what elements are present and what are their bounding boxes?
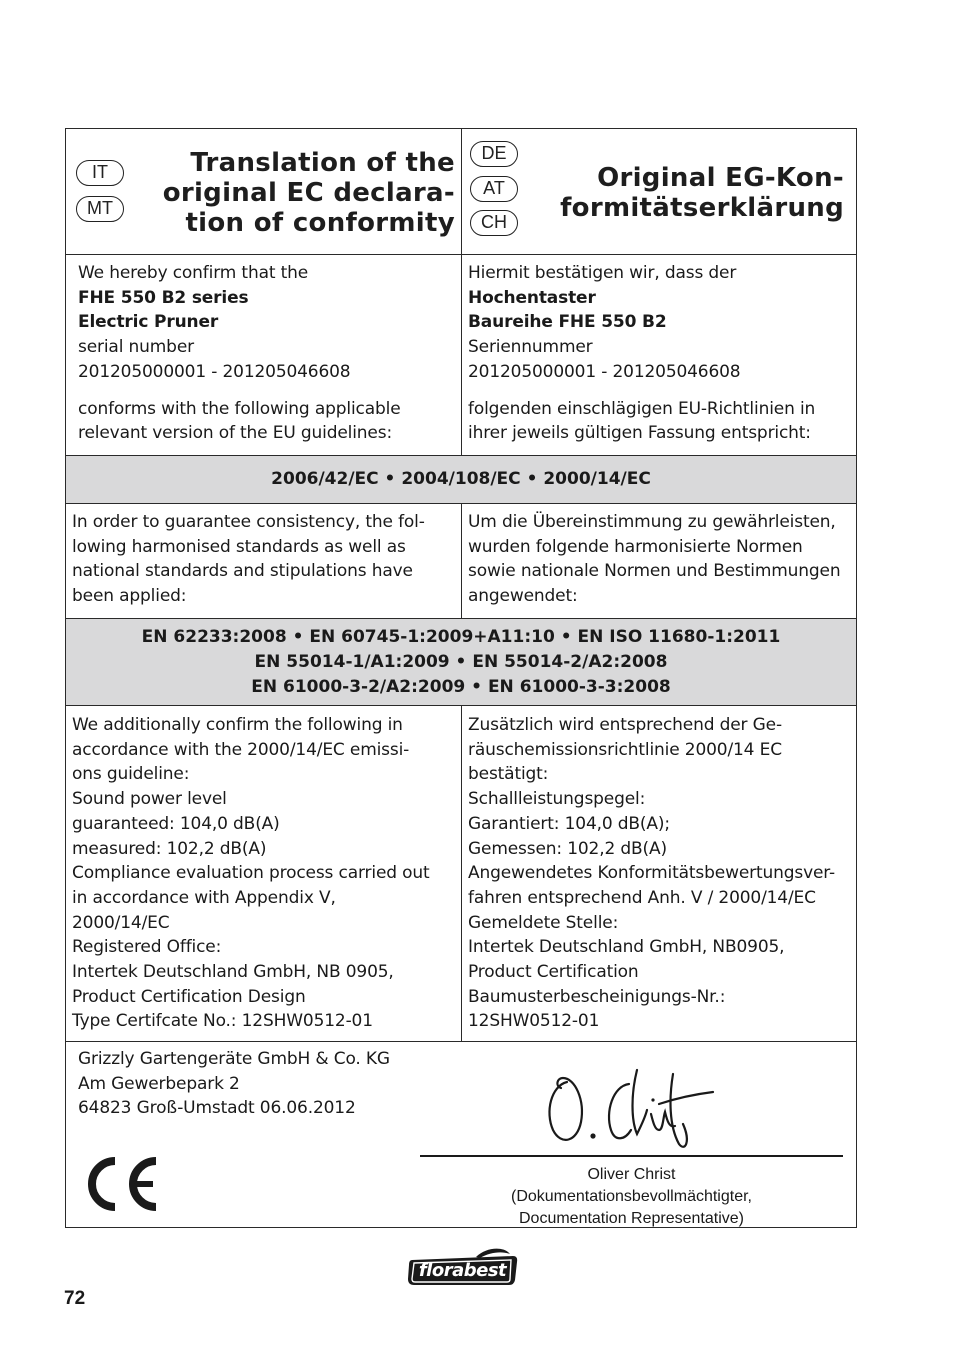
standards-intro-right xyxy=(462,504,856,618)
serial-range: 201205000001 - 201205046608 xyxy=(78,361,351,382)
standards-line: EN 61000-3-2/A2:2009 • EN 61000-3-3:2008 xyxy=(251,677,671,697)
country-badge-it: IT xyxy=(76,160,124,186)
product-name: Electric Pruner xyxy=(78,312,219,333)
signatory-role: (Dokumentationsbevollmächtigter, xyxy=(510,1188,752,1205)
text-line: lowing harmonised standards as well as xyxy=(72,536,406,557)
text-line: Product Certification xyxy=(468,962,639,983)
logo-text: florabest xyxy=(418,1260,507,1281)
text-line: Um die Übereinstimmung zu gewährleisten, xyxy=(468,512,836,532)
country-badge-mt: MT xyxy=(76,196,124,222)
standards-line: EN 62233:2008 • EN 60745-1:2009+A11:10 • EN ISO 11680-1:2011 xyxy=(141,627,781,647)
text-line: Angewendetes Konformitätsbewertungsver- xyxy=(468,863,836,884)
page-number: 72 xyxy=(64,1288,86,1309)
text-line: Schallleistungspegel: xyxy=(468,789,646,810)
text-line: national standards and stipulations have xyxy=(72,561,413,582)
text-line: Product Certification Design xyxy=(72,986,306,1007)
directives-band xyxy=(66,456,856,504)
title-line: formitätserklärung xyxy=(560,193,844,223)
text-line: In order to guarantee consistency, the fol- xyxy=(72,512,425,532)
text-line: been applied: xyxy=(72,586,187,607)
text-line: Hiermit bestätigen wir, dass der xyxy=(468,263,737,283)
text-line: wurden folgende harmonisierte Normen xyxy=(468,536,803,557)
confirmation-left xyxy=(66,255,462,455)
model-name: Baureihe FHE 550 B2 xyxy=(468,312,667,333)
title-original xyxy=(560,163,844,223)
confirmation-right xyxy=(462,255,856,455)
text-line: sowie nationale Normen und Bestimmungen xyxy=(468,561,841,582)
country-badge-ch: CH xyxy=(470,210,518,236)
header-right xyxy=(462,129,856,254)
signature-row xyxy=(66,1042,856,1227)
standards-intro-row xyxy=(66,504,856,619)
text-line: Intertek Deutschland GmbH, NB 0905, xyxy=(72,962,394,983)
text-line: Intertek Deutschland GmbH, NB0905, xyxy=(468,937,785,958)
signatory-block xyxy=(420,1164,843,1230)
measured-level: measured: 102,2 dB(A) xyxy=(72,838,267,859)
signatory-role: Documentation Representative) xyxy=(518,1210,744,1227)
text-line: Gemeldete Stelle: xyxy=(468,912,619,933)
title-line: tion of conformity xyxy=(185,208,455,238)
directives-list: 2006/42/EC • 2004/108/EC • 2000/14/EC xyxy=(271,469,651,489)
text-line: angewendet: xyxy=(468,586,578,607)
signatory-name: Oliver Christ xyxy=(587,1166,676,1183)
text-line: serial number xyxy=(78,337,194,358)
text-line: Sound power level xyxy=(72,789,227,810)
text-line: fahren entsprechend Anh. V / 2000/14/EC xyxy=(468,887,816,908)
certificate-number: 12SHW0512-01 xyxy=(468,1011,600,1032)
text-line: folgenden einschlägigen EU-Richtlinien in xyxy=(468,398,816,419)
model-name: FHE 550 B2 series xyxy=(78,287,249,308)
title-line: original EC declara- xyxy=(162,178,455,208)
text-line: in accordance with Appendix V, xyxy=(72,887,336,908)
country-badge-de: DE xyxy=(470,141,518,167)
emissions-text-en xyxy=(72,713,430,1034)
standards-intro-en xyxy=(72,510,425,609)
florabest-logo xyxy=(406,1248,519,1288)
company-address xyxy=(78,1047,390,1121)
address-line: 64823 Groß-Umstadt 06.06.2012 xyxy=(78,1098,356,1119)
country-badge-at: AT xyxy=(470,176,518,202)
text-line: Baumusterbescheinigungs-Nr.: xyxy=(468,986,726,1007)
product-name: Hochentaster xyxy=(468,287,596,308)
emissions-left xyxy=(66,706,462,1041)
text-line: Seriennummer xyxy=(468,337,593,358)
text-line: bestätigt: xyxy=(468,764,549,785)
title-line: Translation of the xyxy=(190,148,455,178)
title-line: Original EG-Kon- xyxy=(597,163,844,193)
serial-range: 201205000001 - 201205046608 xyxy=(468,361,741,382)
text-line: ons guideline: xyxy=(72,764,190,785)
guaranteed-level: Garantiert: 104,0 dB(A); xyxy=(468,813,670,834)
text-line: 2000/14/EC xyxy=(72,912,170,933)
standards-intro-de xyxy=(468,510,840,609)
emissions-right xyxy=(462,706,856,1041)
confirmation-text-de xyxy=(468,261,815,446)
confirmation-text-en xyxy=(78,261,401,446)
text-line: Registered Office: xyxy=(72,937,222,958)
ce-mark-icon xyxy=(80,1155,160,1213)
header-row xyxy=(66,129,856,255)
signature-line xyxy=(420,1155,843,1157)
certificate-number: Type Certifcate No.: 12SHW0512-01 xyxy=(72,1011,373,1032)
emissions-text-de xyxy=(468,713,835,1034)
handwritten-signature xyxy=(541,1064,721,1156)
text-line: Zusätzlich wird entsprechend der Ge- xyxy=(468,715,782,735)
text-line: relevant version of the EU guidelines: xyxy=(78,423,393,444)
text-line: We hereby confirm that the xyxy=(78,263,309,283)
text-line: conforms with the following applicable xyxy=(78,398,401,419)
text-line: We additionally confirm the following in xyxy=(72,715,403,735)
text-line: accordance with the 2000/14/EC emissi- xyxy=(72,739,410,760)
title-translation xyxy=(163,148,455,238)
measured-level: Gemessen: 102,2 dB(A) xyxy=(468,838,667,859)
emissions-row xyxy=(66,706,856,1042)
standards-line: EN 55014-1/A1:2009 • EN 55014-2/A2:2008 xyxy=(254,652,668,672)
text-line: Compliance evaluation process carried out xyxy=(72,863,430,884)
standards-intro-left xyxy=(66,504,462,618)
header-left xyxy=(66,129,462,254)
confirmation-row xyxy=(66,255,856,456)
text-line: räuschemissionsrichtlinie 2000/14 EC xyxy=(468,739,782,760)
standards-band xyxy=(66,619,856,706)
declaration-table xyxy=(65,128,857,1228)
address-line: Grizzly Gartengeräte GmbH & Co. KG xyxy=(78,1049,390,1069)
address-line: Am Gewerbepark 2 xyxy=(78,1073,240,1094)
guaranteed-level: guaranteed: 104,0 dB(A) xyxy=(72,813,280,834)
text-line: ihrer jeweils gültigen Fassung entspricht: xyxy=(468,423,811,444)
